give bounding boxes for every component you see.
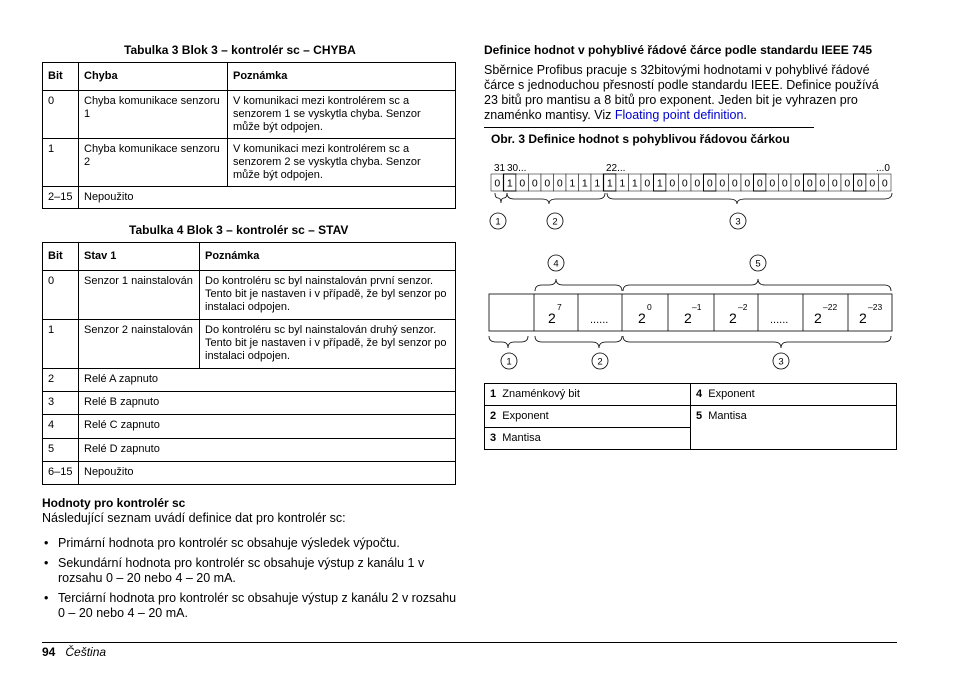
bit-value: 1 (619, 177, 626, 190)
bit-value: 0 (694, 177, 701, 190)
bit-value: 0 (556, 177, 563, 190)
callout-1: 1 (495, 216, 501, 228)
bit-value: 0 (494, 177, 501, 190)
figure-caption: Obr. 3 Definice hodnot s pohyblivou řádovou čárkou (491, 132, 790, 146)
bit-value: 0 (781, 177, 788, 190)
legend-row (485, 406, 897, 428)
ieee-heading: Definice hodnot v pohyblivé řádové čárce podle standardu IEEE 745 (484, 43, 873, 57)
table-row (43, 320, 456, 369)
footer (42, 645, 106, 659)
bit-value: 0 (756, 177, 763, 190)
table4-cell: Do kontroléru sc byl nainstalován první senzor. Tento bit je nastaven i v případě, že byl senzor po instalaci odpojen. (200, 271, 456, 320)
callout-bottom-1: 1 (506, 356, 512, 368)
page-number: 94 (42, 645, 56, 659)
table3-cell: 1 (43, 139, 79, 187)
power-exp-m22: –22 (823, 302, 838, 312)
footer-rule (42, 642, 897, 643)
power-exp-m2: –2 (738, 302, 748, 312)
brace-bottom-exponent (535, 336, 622, 348)
power-dots-1: ...... (590, 314, 609, 326)
legend-text: Mantisa (502, 432, 541, 444)
table4-cell: Relé D zapnuto (79, 439, 456, 462)
power-base-m1: 2 (684, 310, 692, 326)
bit-value: 1 (631, 177, 638, 190)
legend-num: 5 (696, 410, 703, 422)
table4-header-poznamka: Poznámka (200, 243, 456, 271)
footer-language: Čeština (65, 645, 107, 659)
bit-value: 0 (869, 177, 876, 190)
power-exp-m1: –1 (692, 302, 702, 312)
callout-5: 5 (755, 258, 761, 270)
legend-num: 1 (490, 388, 497, 400)
table4-cell: Do kontroléru sc byl nainstalován druhý senzor. Tento bit je nastaven i v případě, že byl senzor po instalaci odpojen. (200, 320, 456, 369)
bit-value: 1 (606, 177, 613, 190)
table4-cell: Senzor 2 nainstalován (79, 320, 200, 369)
legend-row (485, 384, 897, 406)
legend-cell (485, 384, 691, 406)
power-base-m23: 2 (859, 310, 867, 326)
table-row (43, 271, 456, 320)
bit-value: 0 (844, 177, 851, 190)
bit-value: 0 (644, 177, 651, 190)
legend-num: 2 (490, 410, 497, 422)
table-row (43, 439, 456, 462)
brace-mantissa (607, 193, 892, 204)
table3-cell: 0 (43, 91, 79, 139)
bit-value: 0 (669, 177, 676, 190)
bit-value: 0 (831, 177, 838, 190)
ieee-paragraph-end: . (743, 108, 747, 122)
figure-rule (484, 127, 814, 128)
table-row (43, 392, 456, 415)
table3-header-bit: Bit (43, 63, 79, 91)
table3-header-chyba: Chyba (79, 63, 228, 91)
callout-bottom-3: 3 (778, 356, 784, 368)
table3-header-row (43, 63, 456, 91)
table4-cell: 3 (43, 392, 79, 415)
bit-value: 0 (731, 177, 738, 190)
controller-values-intro: Následující seznam uvádí definice dat pro kontrolér sc: (42, 511, 346, 525)
float-diagram (484, 155, 898, 380)
legend-cell (691, 406, 897, 450)
table4-cell: 5 (43, 439, 79, 462)
table3-cell: V komunikaci mezi kontrolérem sc a senzorem 1 se vyskytla chyba. Senzor může být odpojen. (228, 91, 456, 139)
brace-bottom-mantissa (623, 336, 891, 348)
legend-cell (485, 406, 691, 428)
list-item: • Primární hodnota pro kontrolér sc obsahuje výsledek výpočtu. (42, 536, 458, 551)
bit-value: 0 (706, 177, 713, 190)
brace-bottom-sign (489, 336, 528, 348)
legend-text: Exponent (502, 410, 549, 422)
table3-header-poznamka: Poznámka (228, 63, 456, 91)
table4-cell: 0 (43, 271, 79, 320)
legend-text: Mantisa (708, 410, 747, 422)
power-base-m2: 2 (729, 310, 737, 326)
callout-2: 2 (552, 216, 558, 228)
floating-point-link[interactable]: Floating point definition (614, 108, 744, 122)
bit-value: 0 (744, 177, 751, 190)
list-item: • Sekundární hodnota pro kontrolér sc obsahuje výstup z kanálu 1 v rozsahu 0 – 20 nebo 4 – 20 mA. (42, 556, 458, 586)
brace-exponent-powers (535, 279, 622, 291)
table-row (43, 415, 456, 439)
power-base-m22: 2 (814, 310, 822, 326)
bit-value: 0 (881, 177, 888, 190)
bit-value: 0 (819, 177, 826, 190)
controller-values-list (42, 536, 458, 626)
table4-header-bit: Bit (43, 243, 79, 271)
bit-value: 0 (856, 177, 863, 190)
table4-cell: Senzor 1 nainstalován (79, 271, 200, 320)
ieee-paragraph (484, 63, 884, 123)
controller-values-heading: Hodnoty pro kontrolér sc (42, 496, 186, 510)
brace-mantissa-powers (623, 279, 891, 291)
table4-cell: 1 (43, 320, 79, 369)
table4-header-stav: Stav 1 (79, 243, 200, 271)
callout-bottom-2: 2 (597, 356, 603, 368)
table4-cell: Relé B zapnuto (79, 392, 456, 415)
bit-row (491, 174, 891, 191)
bit-label-22: 22... (606, 163, 626, 174)
brace-sign (495, 193, 507, 203)
brace-exponent (507, 193, 605, 204)
table3-cell: Nepoužito (79, 187, 456, 209)
power-base-7: 2 (548, 310, 556, 326)
power-exp-0: 0 (647, 302, 652, 312)
table-row (43, 462, 456, 485)
callout-4: 4 (553, 258, 559, 270)
bit-value: 0 (719, 177, 726, 190)
table-row (43, 369, 456, 392)
list-item: • Terciární hodnota pro kontrolér sc obsahuje výstup z kanálu 2 v rozsahu 0 – 20 nebo 4 – 20 mA. (42, 591, 458, 621)
table3-caption: Tabulka 3 Blok 3 – kontrolér sc – CHYBA (124, 43, 356, 57)
table4-header-row (43, 243, 456, 271)
bit-label-30: 30... (507, 163, 527, 174)
bit-value: 0 (519, 177, 526, 190)
bit-value: 1 (569, 177, 576, 190)
table4-cell: Relé C zapnuto (79, 415, 456, 439)
power-dots-2: ...... (770, 314, 789, 326)
callout-3: 3 (735, 216, 741, 228)
bit-value: 1 (506, 177, 513, 190)
bit-value: 1 (581, 177, 588, 190)
power-exp-7: 7 (557, 302, 562, 312)
bit-value: 0 (531, 177, 538, 190)
table4-cell: 4 (43, 415, 79, 439)
figure-legend (484, 383, 897, 450)
bit-value: 0 (769, 177, 776, 190)
table3-cell: Chyba komunikace senzoru 1 (79, 91, 228, 139)
bit-value: 1 (594, 177, 601, 190)
bit-value: 0 (806, 177, 813, 190)
legend-cell (485, 428, 691, 450)
legend-num: 4 (696, 388, 703, 400)
table4-cell: 6–15 (43, 462, 79, 485)
table-row (43, 139, 456, 187)
power-base-0: 2 (638, 310, 646, 326)
bit-label-0: ...0 (876, 163, 890, 174)
bit-value: 0 (544, 177, 551, 190)
bit-value: 1 (656, 177, 663, 190)
bit-value: 0 (681, 177, 688, 190)
bit-value: 0 (794, 177, 801, 190)
table3-cell: 2–15 (43, 187, 79, 209)
table3-cell: Chyba komunikace senzoru 2 (79, 139, 228, 187)
table4-caption: Tabulka 4 Blok 3 – kontrolér sc – STAV (129, 223, 349, 237)
legend-cell (691, 384, 897, 406)
table4 (42, 242, 456, 485)
ieee-paragraph-text: Sběrnice Profibus pracuje s 32bitovými hodnotami v pohyblivé řádové čárce s jednoduchou přesností podle standardu IEEE. Definice používá 23 bitů pro mantisu a 8 bitů pro exponent. Jeden bit je vyhrazen pro znaménko mantisy. Viz (484, 63, 879, 122)
legend-text: Znaménkový bit (502, 388, 580, 400)
legend-num: 3 (490, 432, 497, 444)
table3-cell: V komunikaci mezi kontrolérem sc a senzorem 2 se vyskytla chyba. Senzor může být odpojen. (228, 139, 456, 187)
legend-text: Exponent (708, 388, 755, 400)
table-row (43, 187, 456, 209)
table4-cell: Nepoužito (79, 462, 456, 485)
power-exp-m23: –23 (868, 302, 883, 312)
table-row (43, 91, 456, 139)
table4-cell: 2 (43, 369, 79, 392)
table4-cell: Relé A zapnuto (79, 369, 456, 392)
table3 (42, 62, 456, 209)
bit-label-31: 31 (494, 163, 506, 174)
